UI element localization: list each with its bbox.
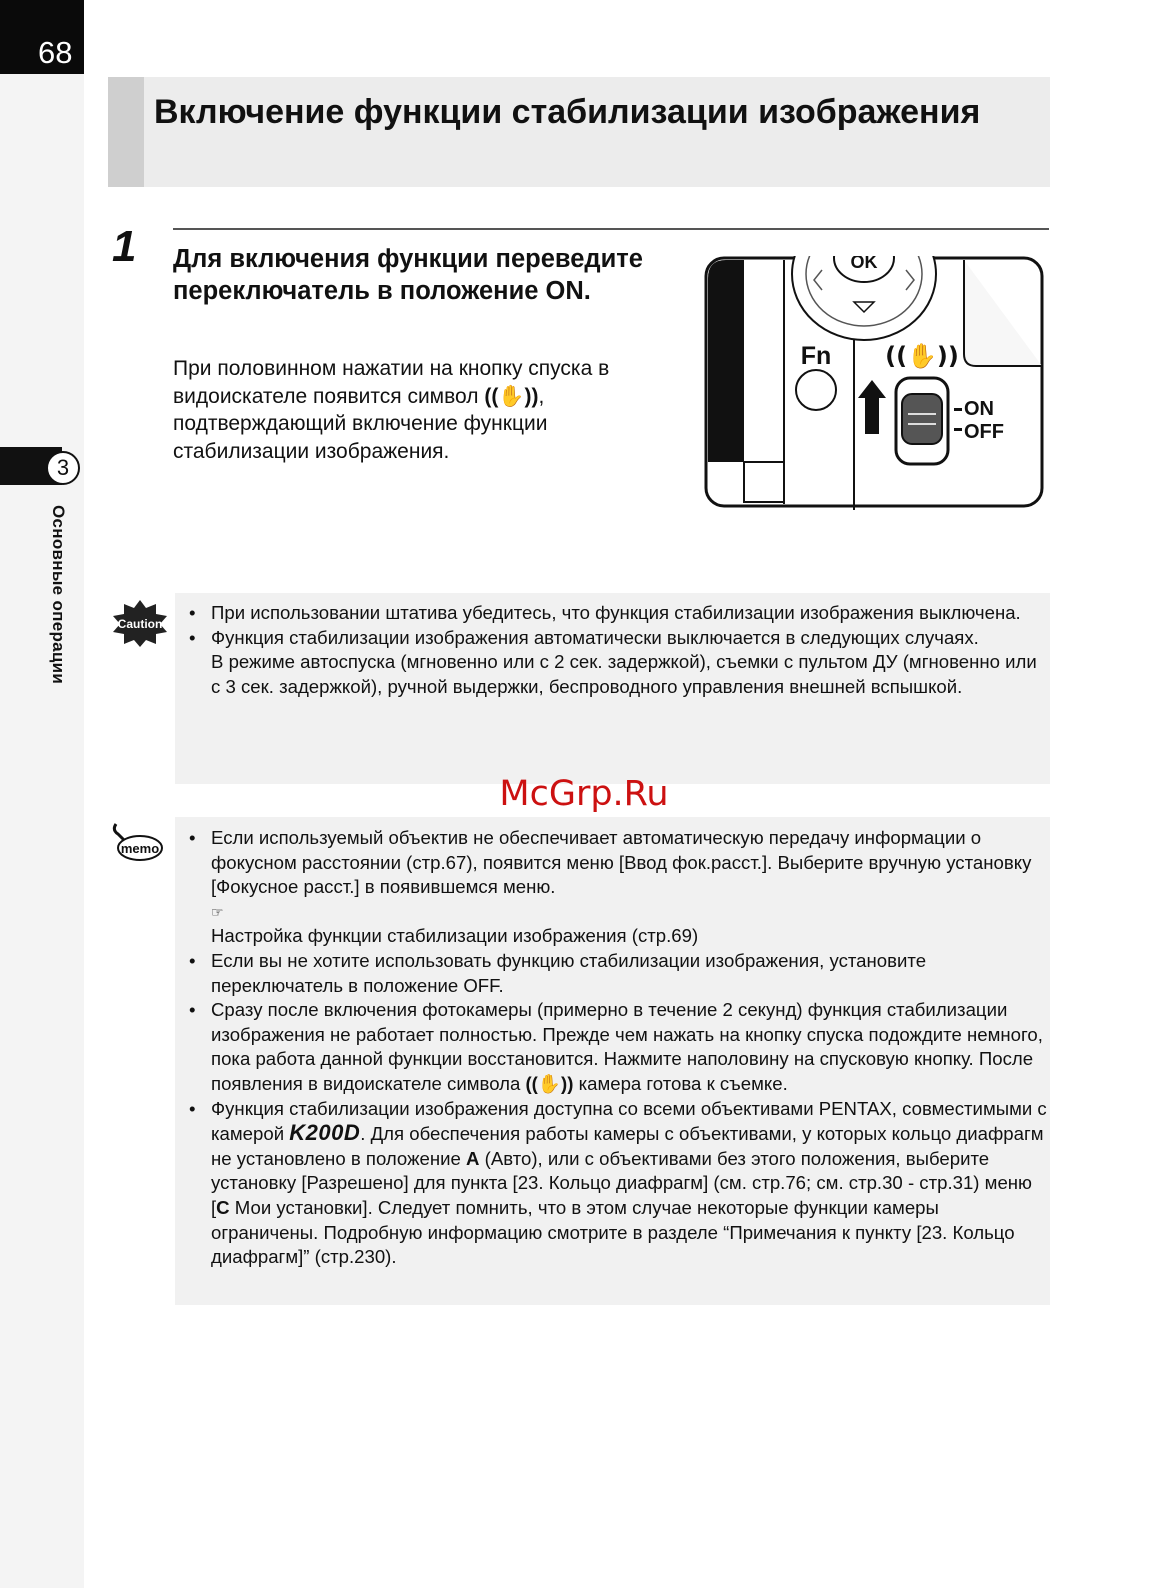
off-tick [954, 428, 962, 431]
step-body-part1: При половинном нажатии на кнопку спуска в видоискателе появится символ [173, 357, 610, 408]
memo-item [187, 949, 1047, 998]
memo-item-text: • Если используемый объектив не обеспечивает автоматическую передачу информации о фокусном расстоянии (стр.67), появится меню [Ввод фок.расст.]. Выберите вручную установку [Фокусное расст.] в появившемся меню. [211, 827, 1032, 898]
section-rule [173, 228, 1049, 230]
memo-item4-part1: Функция стабилизации изображения доступна со всеми объективами PENTAX, совместимыми с камерой [211, 1097, 1047, 1145]
caution-list [187, 601, 1047, 699]
custom-menu-c-letter: C [216, 1196, 230, 1218]
step-body [173, 355, 673, 465]
caution-icon [110, 598, 170, 648]
caution-item-detail: В режиме автоспуска (мгновенно или с 2 сек. задержкой), съемки с пультом ДУ (мгновенно или с 3 сек. задержкой), ручной выдержки, беспроводного управления внешней вспышкой. [211, 651, 1037, 697]
memo-reference-text: Настройка функции стабилизации изображения (стр.69) [211, 925, 699, 947]
chapter-title-vertical: Основные операции [49, 505, 68, 685]
memo-item [187, 826, 1047, 949]
caution-icon-label: Caution [117, 617, 163, 631]
page-number: 68 [0, 0, 84, 74]
on-label: ON [964, 398, 994, 420]
page-reference-icon: ☞ [211, 903, 224, 920]
memo-icon-label: memo [120, 841, 160, 856]
camera-switch-illustration [704, 256, 1046, 510]
camera-screen-edge [708, 260, 744, 462]
caution-item [187, 626, 1047, 700]
on-tick [954, 408, 962, 411]
memo-item4-part2: . Для обеспечения работы камеры с объективами, у которых кольцо диафрагм не установлено в положение [211, 1123, 1044, 1169]
memo-list [187, 826, 1047, 1270]
aperture-a-letter: A [466, 1147, 480, 1169]
watermark: McGrp.Ru [499, 774, 669, 814]
page-title: Включение функции стабилизации изображения [154, 93, 981, 131]
memo-item [187, 998, 1047, 1096]
memo-icon [110, 820, 164, 868]
step-body-part2: , подтверждающий включение функции стабилизации изображения. [173, 384, 548, 463]
left-margin-strip [0, 0, 84, 1588]
memo-item-text: • Если вы не хотите использовать функцию стабилизации изображения, установите переключатель в положение OFF. [211, 949, 927, 996]
shake-reduction-icon: ((✋)) [885, 342, 959, 370]
fn-button [796, 370, 836, 410]
memo-item [187, 1097, 1047, 1270]
memo-item4-part3: (Авто), или с объективами без этого положения, выберите установку [Разрешено] для пункта [23. Кольцо диафрагм] (см. стр.76; см. стр.30 - стр.31) меню [ [211, 1147, 1032, 1218]
memo-reference [211, 900, 1047, 949]
shake-reduction-symbol: ((✋)) [484, 384, 539, 408]
switch-icon [902, 394, 942, 444]
ok-button-label: OK [850, 256, 878, 272]
title-band-accent [108, 77, 144, 187]
camera-model-logo: K200D [289, 1120, 361, 1146]
memo-item3-part1: Сразу после включения фотокамеры (примерно в течение 2 секунд) функция стабилизации изображения не работает полностью. Прежде чем нажать на кнопку спуска подождите немного, пока работа данной функции восстановится. Нажмите наполовину на спусковую кнопку. После появления в видоискателе символа [211, 999, 1043, 1094]
fn-label: Fn [800, 342, 832, 370]
shake-reduction-symbol: ((✋)) [525, 1072, 574, 1094]
caution-item [187, 601, 1047, 626]
off-label: OFF [964, 421, 1004, 443]
caution-item-text: • При использовании штатива убедитесь, что функция стабилизации изображения выключена. [211, 602, 1021, 623]
memo-item3-part2: камера готова к съемке. [578, 1072, 788, 1094]
memo-item4-part4: Мои установки]. Следует помнить, что в этом случае некоторые функции камеры ограничены. Подробную информацию смотрите в разделе “Примечания к пункту [23. Кольцо диафрагм]” (стр.230). [211, 1196, 1015, 1268]
step-heading: Для включения функции переведите переключатель в положение ON. [173, 245, 643, 305]
camera-body-corner [744, 462, 784, 502]
chapter-number-badge: 3 [46, 451, 80, 485]
caution-item-text: • Функция стабилизации изображения автоматически выключается в следующих случаях. [211, 626, 979, 648]
step-number: 1 [112, 222, 137, 271]
